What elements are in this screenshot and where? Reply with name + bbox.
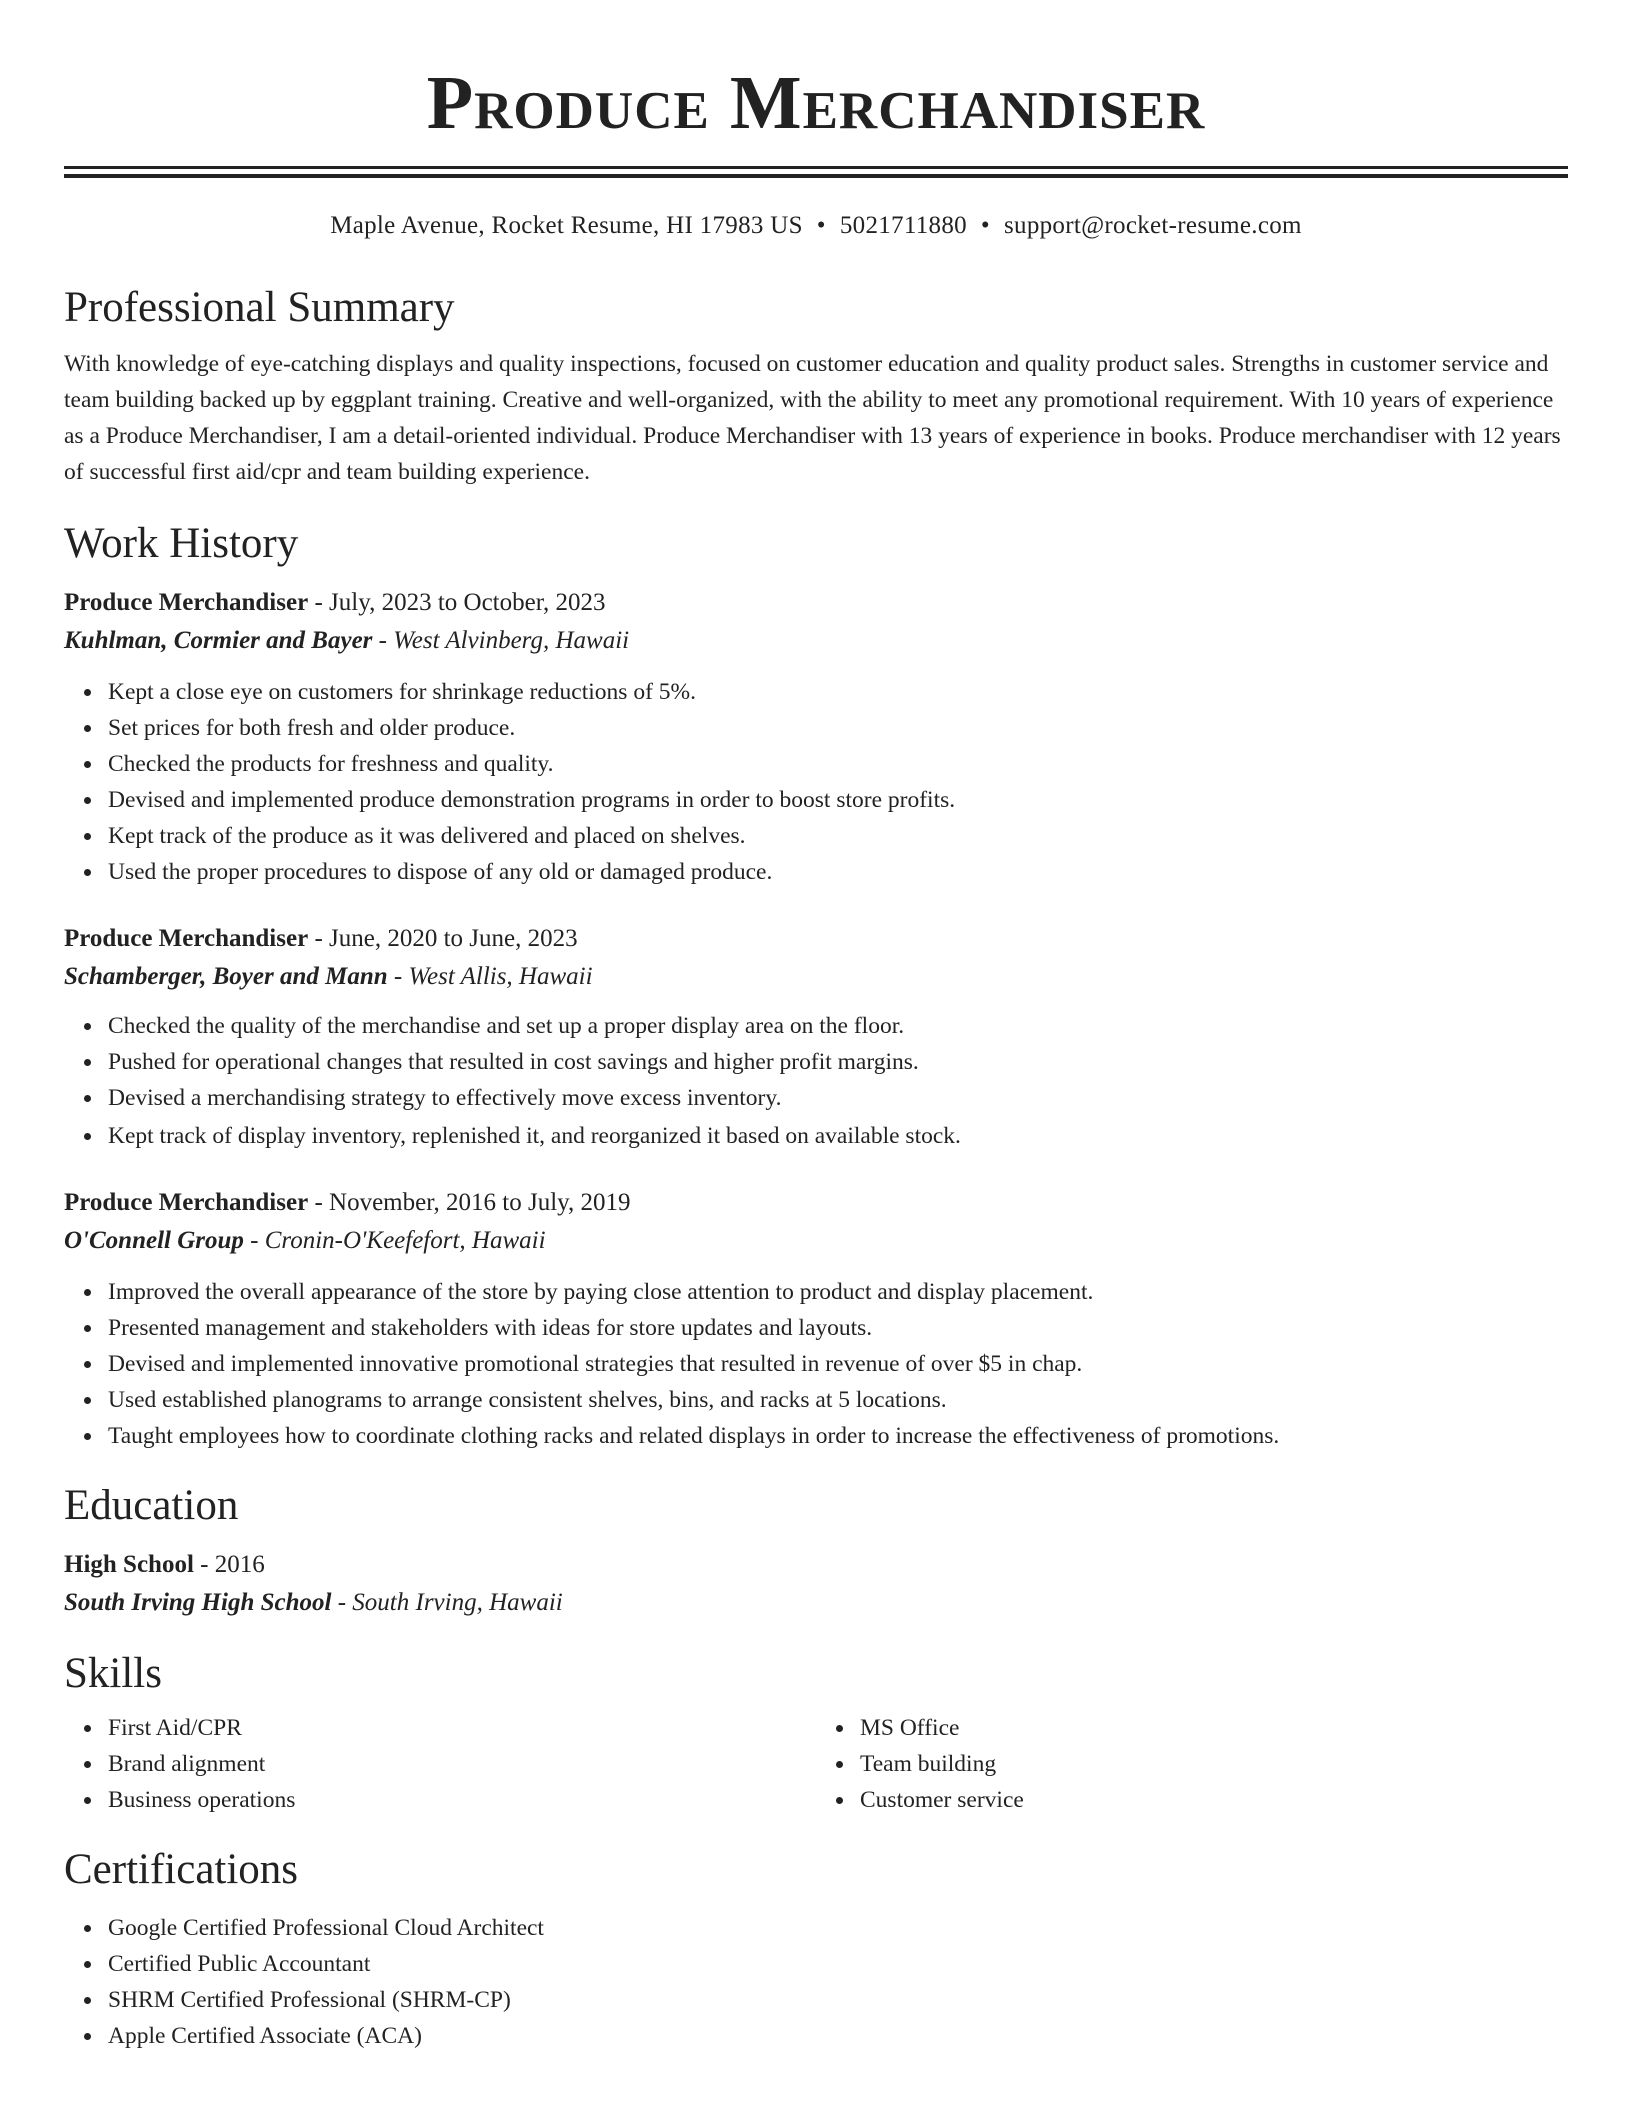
list-item: Kept track of the produce as it was delivered and placed on shelves. (108, 818, 1568, 854)
skill-item: First Aid/CPR (108, 1710, 816, 1746)
skills-heading: Skills (64, 1650, 162, 1697)
company-line (64, 958, 1568, 996)
certifications-heading: Certifications (64, 1846, 299, 1893)
job-bullets (64, 674, 1568, 890)
skills-list-right (816, 1710, 1568, 1818)
education-entry (64, 1546, 1568, 1622)
email-link[interactable]: support@rocket-resume.com (1003, 212, 1302, 239)
list-item: Kept track of display inventory, replenished it, and reorganized it based on available stock. (108, 1118, 1568, 1154)
phone: 5021711880 (839, 212, 967, 239)
candidate-name: Produce Merchandiser (426, 61, 1206, 145)
list-item: Improved the overall appearance of the store by paying close attention to product and display placement. (108, 1274, 1568, 1310)
list-item: Devised and implemented produce demonstration programs in order to boost store profits. (108, 782, 1568, 818)
job-bullets (64, 1274, 1568, 1454)
list-item: Devised and implemented innovative promotional strategies that resulted in revenue of over $5 in chap. (108, 1346, 1568, 1382)
job-entry (64, 920, 1568, 1154)
list-item: Kept a close eye on customers for shrinkage reductions of 5%. (108, 674, 1568, 710)
company-location: - Cronin-O'Keefefort, Hawaii (243, 1227, 546, 1254)
job-entry (64, 1184, 1568, 1454)
list-item: Checked the quality of the merchandise and set up a proper display area on the floor. (108, 1008, 1568, 1044)
certification-item: Apple Certified Associate (ACA) (108, 2018, 1568, 2054)
graduation-year: - 2016 (193, 1551, 265, 1578)
job-dates: - July, 2023 to October, 2023 (308, 589, 606, 616)
company-name: Kuhlman, Cormier and Bayer (64, 627, 373, 654)
job-title-line (64, 584, 1568, 622)
job-entry (64, 584, 1568, 890)
header-divider (64, 166, 1568, 178)
certification-item: SHRM Certified Professional (SHRM-CP) (108, 1982, 1568, 2018)
contact-info (64, 210, 1568, 242)
list-item: Taught employees how to coordinate clothing racks and related displays in order to increase the effectiveness of promotions. (108, 1418, 1568, 1454)
certification-item: Google Certified Professional Cloud Architect (108, 1910, 1568, 1946)
list-item: Used established planograms to arrange consistent shelves, bins, and racks at 5 locations. (108, 1382, 1568, 1418)
skills-grid (64, 1710, 1568, 1818)
job-role: Produce Merchandiser (64, 1189, 309, 1216)
work-history-heading: Work History (64, 520, 299, 567)
list-item: Checked the products for freshness and quality. (108, 746, 1568, 782)
certification-item: Certified Public Accountant (108, 1946, 1568, 1982)
skill-item: Brand alignment (108, 1746, 816, 1782)
company-location: - West Alvinberg, Hawaii (372, 627, 630, 654)
list-item: Used the proper procedures to dispose of any old or damaged produce. (108, 854, 1568, 890)
job-title-line (64, 920, 1568, 958)
job-role: Produce Merchandiser (64, 925, 309, 952)
resume-page (64, 0, 1568, 2054)
job-dates: - November, 2016 to July, 2019 (308, 1189, 631, 1216)
job-role: Produce Merchandiser (64, 589, 309, 616)
school-location: - South Irving, Hawaii (331, 1589, 563, 1616)
list-item: Pushed for operational changes that resulted in cost savings and higher profit margins. (108, 1044, 1568, 1080)
skill-item: Customer service (860, 1782, 1568, 1818)
certifications-list (64, 1910, 1568, 2054)
school-name: South Irving High School (64, 1589, 332, 1616)
separator-dot: • (980, 212, 990, 239)
skills-list-left (64, 1710, 816, 1818)
degree-line (64, 1546, 1568, 1584)
skill-item: MS Office (860, 1710, 1568, 1746)
job-title-line (64, 1184, 1568, 1222)
separator-dot: • (816, 212, 826, 239)
school-line (64, 1584, 1568, 1622)
education-heading: Education (64, 1482, 239, 1529)
address: Maple Avenue, Rocket Resume, HI 17983 US (330, 212, 803, 239)
job-dates: - June, 2020 to June, 2023 (308, 925, 578, 952)
skill-item: Team building (860, 1746, 1568, 1782)
list-item: Presented management and stakeholders with ideas for store updates and layouts. (108, 1310, 1568, 1346)
company-line (64, 622, 1568, 660)
summary-heading: Professional Summary (64, 284, 455, 331)
list-item: Devised a merchandising strategy to effectively move excess inventory. (108, 1080, 1568, 1116)
company-location: - West Allis, Hawaii (387, 963, 593, 990)
company-name: O'Connell Group (64, 1227, 244, 1254)
degree: High School (64, 1551, 194, 1578)
summary-text: With knowledge of eye-catching displays and quality inspections, focused on customer education and quality product sales. Strengths in customer service and team building backed up by eggplant training. Creative and well-organized, with the ability to meet any promotional requirement. With 10 years of experience as a Produce Merchandiser, I am a detail-oriented individual. Produce Merchandiser with 13 years of experience in books. Produce merchandiser with 12 years of successful first aid/cpr and team building experience. (64, 351, 1561, 485)
list-item: Set prices for both fresh and older produce. (108, 710, 1568, 746)
skill-item: Business operations (108, 1782, 816, 1818)
company-line (64, 1222, 1568, 1260)
company-name: Schamberger, Boyer and Mann (64, 963, 388, 990)
job-bullets (64, 1008, 1568, 1154)
